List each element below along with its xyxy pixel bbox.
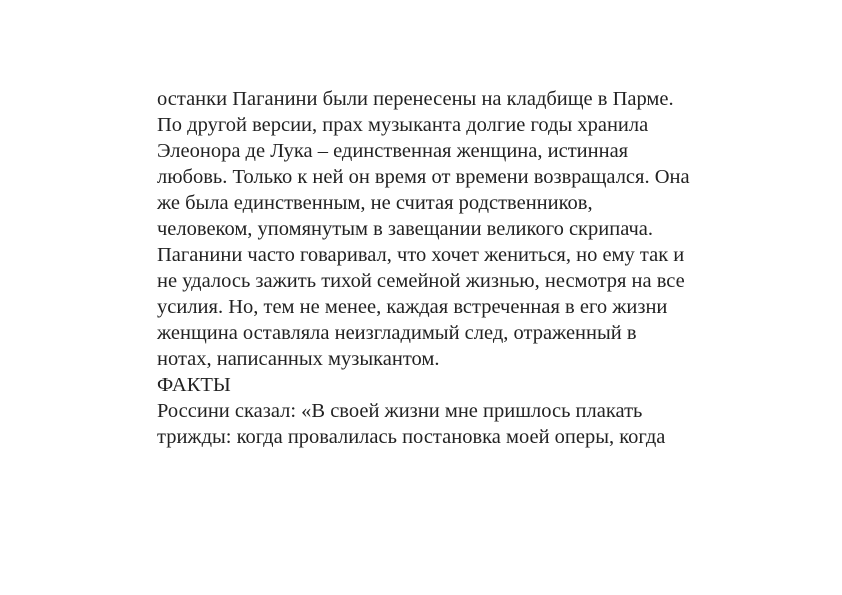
text-line: Элеонора де Лука – единственная женщина, истинная [157,140,629,162]
text-line: Паганини часто говаривал, что хочет жениться, но ему так и [157,244,685,266]
text-line: любовь. Только к ней он время от времени возвращался. Она [157,166,690,188]
text-line: не удалось зажить тихой семейной жизнью, несмотря на все [157,270,685,292]
text-line: Россини сказал: «В своей жизни мне пришлось плакать [157,400,643,422]
text-line: женщина оставляла неизгладимый след, отраженный в [157,322,637,344]
text-line: По другой версии, прах музыканта долгие годы хранила [157,114,649,136]
text-line: нотах, написанных музыкантом. [157,348,440,370]
text-line: же была единственным, не считая родственников, [157,192,593,214]
section-heading: ФАКТЫ [157,374,231,396]
text-line: человеком, упомянутым в завещании великого скрипача. [157,218,654,240]
body-text [157,86,757,450]
text-line: усилия. Но, тем не менее, каждая встреченная в его жизни [157,296,668,318]
text-line: останки Паганини были перенесены на кладбище в Парме. [157,88,674,110]
text-line: трижды: когда провалилась постановка моей оперы, когда [157,426,666,448]
